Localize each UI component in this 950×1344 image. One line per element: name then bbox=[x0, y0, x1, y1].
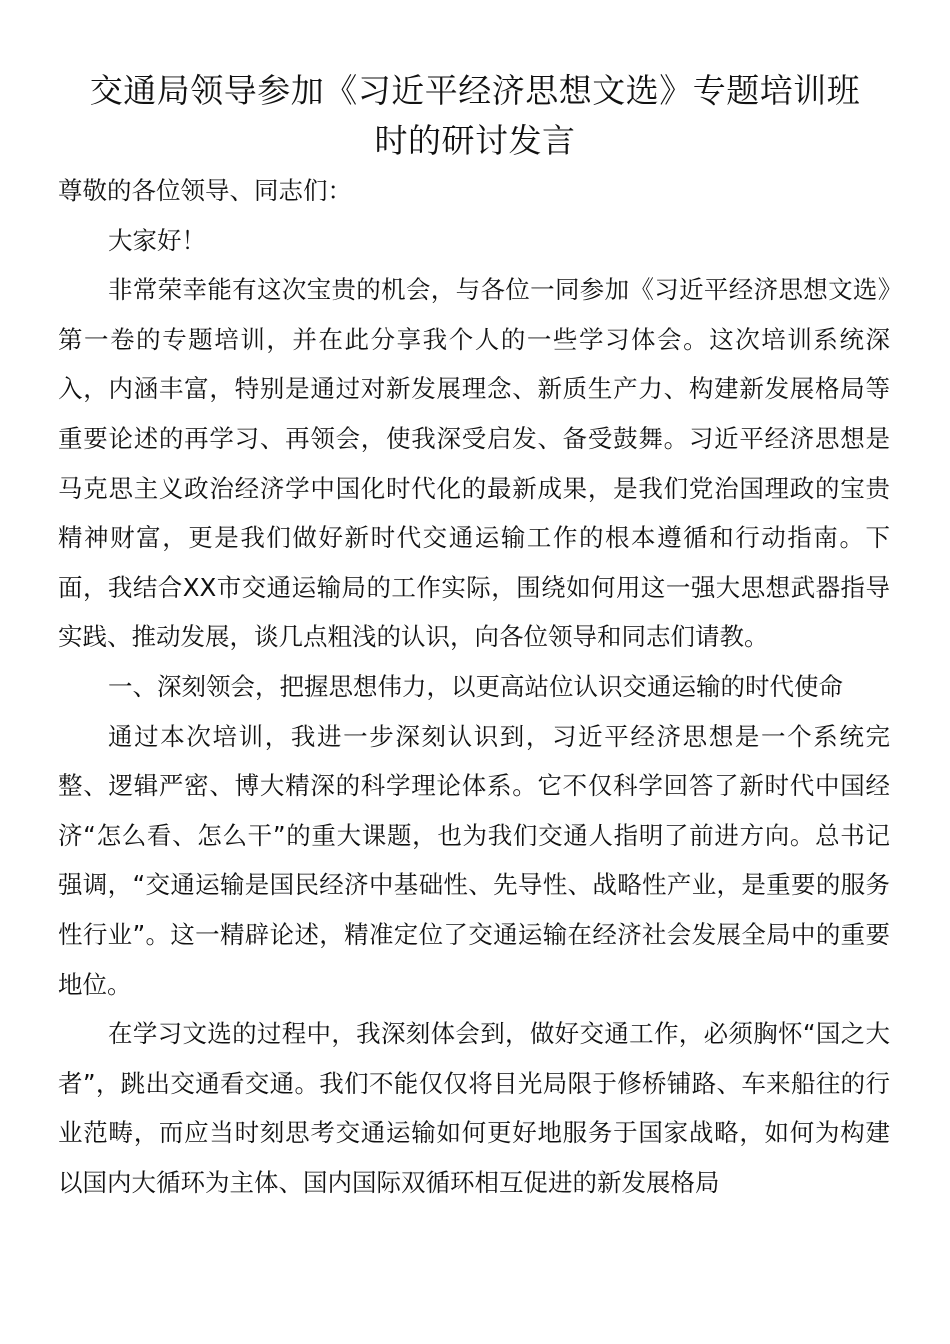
paragraph-intro: 非常荣幸能有这次宝贵的机会，与各位一同参加《习近平经济思想文选》第一卷的专题培训，并在此分享我个人的一些学习体会。这次培训系统深入，内涵丰富，特别是通过对新发展理念、新质生产力、构建新发展格局等重要论述的再学习、再领会，使我深受启发、备受鼓舞。习近平经济思想是马克思主义政治经济学中国化时代化的最新成果，是我们党治国理政的宝贵精神财富，更是我们做好新时代交通运输工作的根本遵循和行动指南。下面，我结合XX市交通运输局的工作实际，围绕如何用这一强大思想武器指导实践、推动发展，谈几点粗浅的认识，向各位领导和同志们请教。 bbox=[58, 275, 890, 652]
title-line-1: 交通局领导参加《习近平经济思想文选》专题培训班 bbox=[89, 71, 861, 110]
document-title bbox=[60, 66, 890, 166]
document-body bbox=[58, 166, 890, 1207]
salutation: 尊敬的各位领导、同志们： bbox=[58, 176, 352, 205]
paragraph-2: 通过本次培训，我进一步深刻认识到，习近平经济思想是一个系统完整、逻辑严密、博大精深的科学理论体系。它不仅科学回答了新时代中国经济“怎么看、怎么干”的重大课题，也为我们交通人指明了前进方向。总书记强调，“交通运输是国民经济中基础性、先导性、战略性产业，是重要的服务性行业”。这一精辟论述，精准定位了交通运输在经济社会发展全局中的重要地位。 bbox=[58, 721, 890, 999]
section-heading-1: 一、深刻领会，把握思想伟力，以更高站位认识交通运输的时代使命 bbox=[108, 671, 843, 701]
paragraph-3: 在学习文选的过程中，我深刻体会到，做好交通工作，必须胸怀“国之大者”，跳出交通看交通。我们不能仅仅将目光局限于修桥铺路、车来船往的行业范畴，而应当时刻思考交通运输如何更好地服务于国家战略，如何为构建以国内大循环为主体、国内国际双循环相互促进的新发展格局 bbox=[58, 1019, 890, 1197]
greeting: 大家好！ bbox=[108, 225, 206, 255]
title-line-2: 时的研讨发言 bbox=[374, 121, 576, 160]
